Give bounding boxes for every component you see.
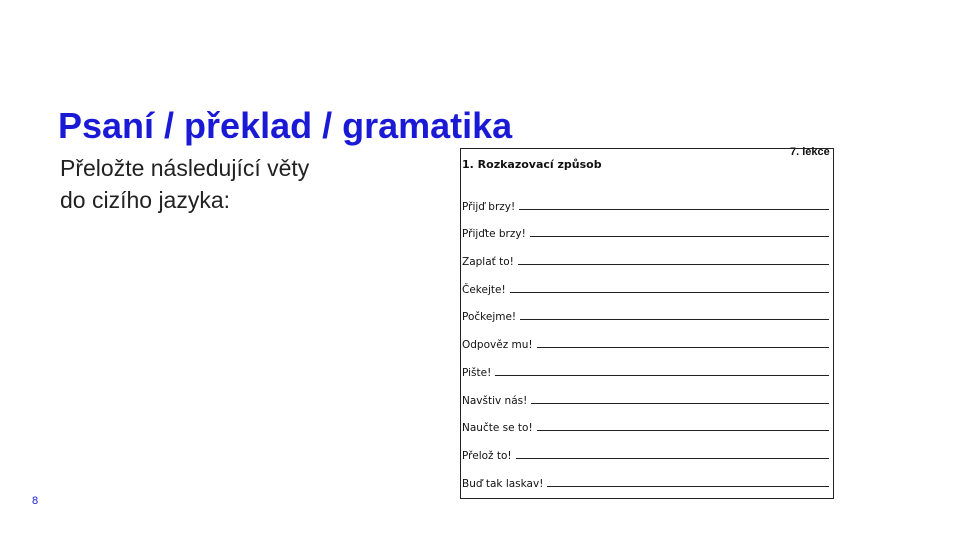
slide-title: Psaní / překlad / gramatika (58, 105, 513, 146)
worksheet-row (461, 240, 833, 268)
worksheet-row (461, 268, 833, 296)
answer-line (520, 318, 829, 320)
answer-line (519, 208, 829, 210)
sentence-text: Přijď brzy! (462, 200, 516, 213)
instruction-line-2: do cizího jazyka: (60, 187, 231, 213)
worksheet-heading: 1. Rozkazovací způsob (462, 158, 602, 171)
answer-line (518, 263, 829, 265)
sentence-text: Přelož to! (462, 449, 512, 462)
answer-line (530, 235, 829, 237)
lesson-label: 7. lekce (790, 146, 830, 158)
worksheet-image (460, 148, 834, 499)
answer-line (510, 291, 829, 293)
sentence-text: Navštiv nás! (462, 394, 528, 407)
worksheet-row (461, 462, 833, 490)
answer-line (495, 374, 829, 376)
answer-line (516, 457, 829, 459)
sentence-text: Odpověz mu! (462, 339, 533, 352)
instruction-line-1: Přeložte následující věty (60, 155, 310, 181)
answer-line (547, 485, 829, 487)
sentence-text: Naučte se to! (462, 422, 533, 435)
sentence-text: Počkejme! (462, 311, 517, 324)
worksheet-row (461, 185, 833, 213)
worksheet-row (461, 351, 833, 379)
worksheet-row (461, 434, 833, 462)
sentence-text: Čekejte! (462, 283, 506, 296)
worksheet-row (461, 213, 833, 241)
sentence-text: Pište! (462, 366, 492, 379)
worksheet-row (461, 379, 833, 407)
worksheet-row (461, 407, 833, 435)
answer-line (531, 402, 829, 404)
answer-line (537, 346, 829, 348)
answer-line (537, 429, 829, 431)
sentence-text: Zaplať to! (462, 256, 514, 269)
worksheet-list (461, 185, 833, 490)
instruction-text (60, 152, 309, 216)
worksheet-row (461, 296, 833, 324)
sentence-text: Buď tak laskav! (462, 477, 544, 490)
page-number: 8 (32, 495, 39, 507)
worksheet-row (461, 323, 833, 351)
sentence-text: Přijďte brzy! (462, 228, 526, 241)
